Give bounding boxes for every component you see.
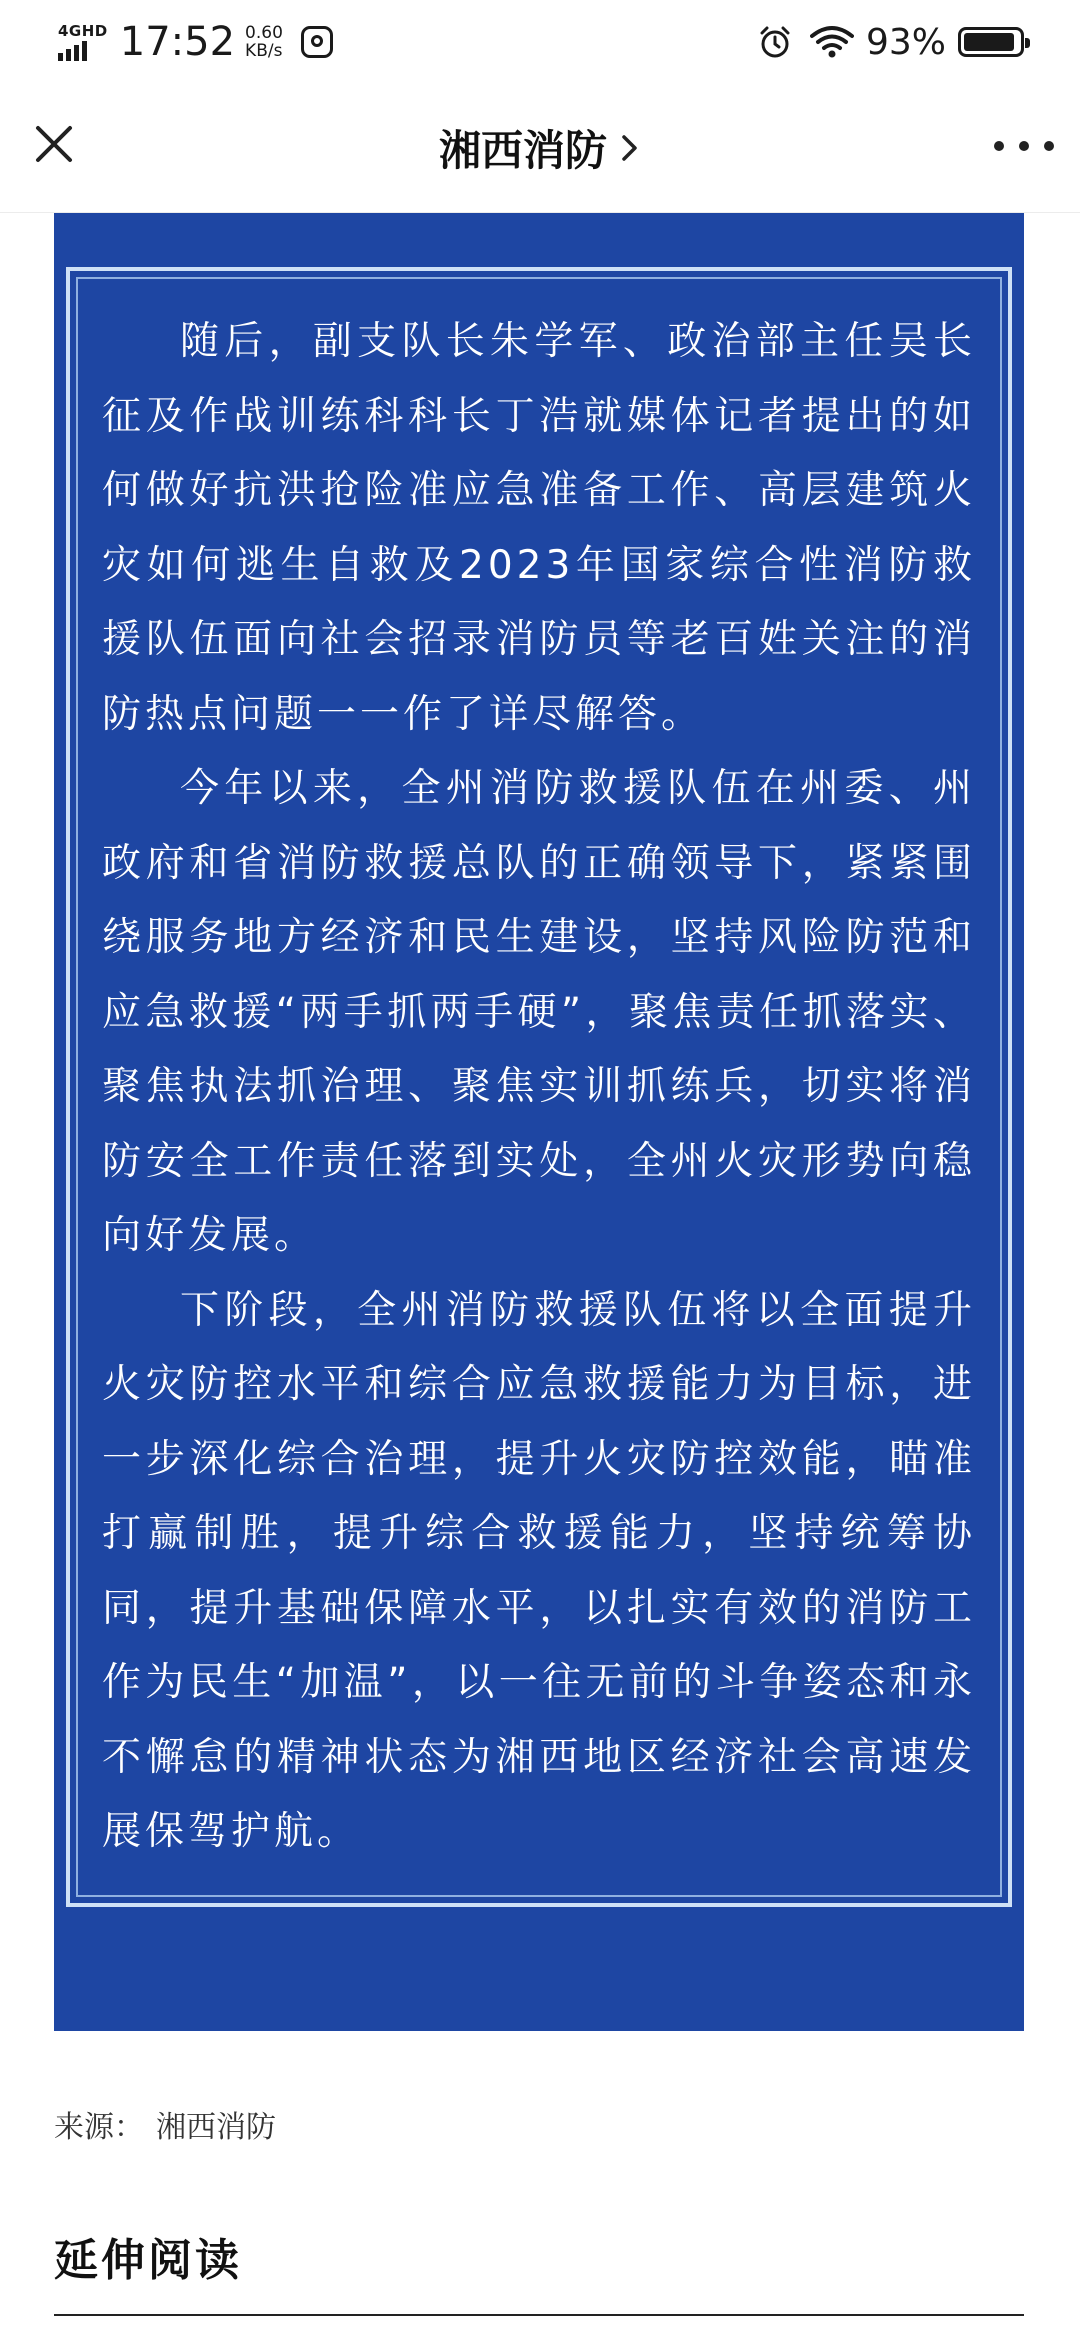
extended-reading-title: 延伸阅读: [54, 2235, 242, 2286]
account-title-link[interactable]: [0, 84, 1080, 212]
network-speed: [245, 24, 283, 60]
article-paragraph: 今年以来，全州消防救援队伍在州委、州政府和省消防救援总队的正确领导下，紧紧围绕服务地方经济和民生建设，坚持风险防范和应急救援“两手抓两手硬”，聚焦责任抓落实、聚焦执法抓治理、聚焦实训抓练兵，切实将消防安全工作责任落到实处，全州火灾形势向稳向好发展。: [102, 766, 976, 1258]
source-label: 来源：: [54, 2110, 144, 2145]
more-dot: [1019, 141, 1029, 151]
article-panel: [54, 213, 1024, 2031]
source-value: 湘西消防: [156, 2110, 276, 2145]
alarm-icon: [758, 25, 792, 59]
article-source: [54, 2102, 288, 2146]
network-speed-value: 0.60: [245, 23, 283, 43]
network-label: 4GHD: [58, 22, 108, 40]
status-bar-left: [58, 14, 333, 70]
status-bar: [0, 0, 1080, 84]
status-bar-right: [758, 14, 1024, 70]
article-frame: [66, 267, 1012, 1907]
more-dots-icon[interactable]: [994, 126, 1054, 166]
battery-cap: [1025, 38, 1030, 48]
more-dot: [994, 141, 1004, 151]
network-indicator: [58, 23, 108, 61]
chevron-right-icon: [619, 132, 641, 164]
more-dot: [1044, 141, 1054, 151]
wifi-icon: [810, 25, 854, 59]
extended-reading-divider: [54, 2314, 1024, 2316]
clock: 17:52: [119, 19, 236, 65]
network-speed-unit: KB/s: [245, 41, 283, 61]
signal-bars-icon: [58, 41, 87, 61]
battery-icon: [958, 27, 1024, 57]
battery-fill: [964, 33, 1014, 51]
battery-percent: 93%: [865, 21, 946, 63]
article-paragraph: 下阶段，全州消防救援队伍将以全面提升火灾防控水平和综合应急救援能力为目标，进一步深化综合治理，提升火灾防控效能，瞄准打赢制胜，提升综合救援能力，坚持统筹协同，提升基础保障水平，以扎实有效的消防工作为民生“加温”，以一往无前的斗争姿态和永不懈怠的精神状态为湘西地区经济社会高速发展保驾护航。: [102, 1287, 976, 1854]
article-body: [102, 305, 976, 1870]
nav-bar: [0, 84, 1080, 213]
page-title: 湘西消防: [438, 126, 607, 175]
app-notification-icon: [301, 26, 333, 58]
article-paragraph: 随后，副支队长朱学军、政治部主任吴长征及作战训练科科长丁浩就媒体记者提出的如何做好抗洪抢险准应急准备工作、高层建筑火灾如何逃生自救及2023年国家综合性消防救援队伍面向社会招录消防员等老百姓关注的消防热点问题一一作了详尽解答。: [102, 319, 976, 737]
